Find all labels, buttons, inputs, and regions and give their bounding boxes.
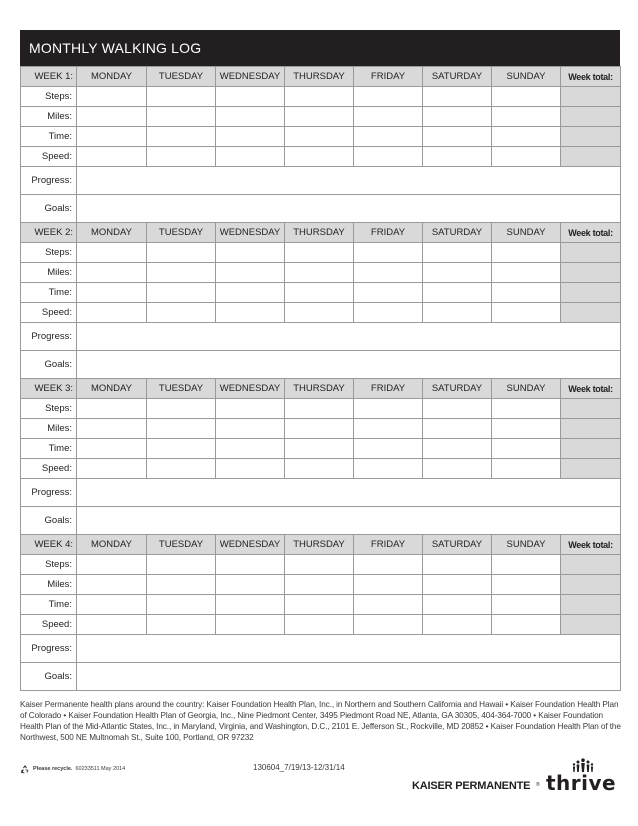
week-3-speed-tuesday-cell[interactable] [147, 459, 216, 479]
week-3-steps-monday-cell[interactable] [77, 399, 147, 419]
week-3-day-monday: MONDAY [77, 379, 147, 399]
week-1-steps-sunday-cell[interactable] [492, 87, 561, 107]
week-2-time-monday-cell[interactable] [77, 283, 147, 303]
week-3-goals-label: Goals: [21, 507, 77, 535]
week-4-steps-wednesday-cell[interactable] [216, 555, 285, 575]
week-1-speed-total-cell[interactable] [561, 147, 621, 167]
week-4-day-thursday: THURSDAY [285, 535, 354, 555]
week-4-miles-label: Miles: [21, 575, 77, 595]
page-title: MONTHLY WALKING LOG [20, 30, 620, 66]
week-3-miles-saturday-cell[interactable] [423, 419, 492, 439]
week-2-speed-thursday-cell[interactable] [285, 303, 354, 323]
week-3-day-saturday: SATURDAY [423, 379, 492, 399]
week-2-speed-saturday-cell[interactable] [423, 303, 492, 323]
week-2-speed-total-cell[interactable] [561, 303, 621, 323]
week-3-time-sunday-cell[interactable] [492, 439, 561, 459]
week-2-steps-saturday-cell[interactable] [423, 243, 492, 263]
week-2-speed-friday-cell[interactable] [354, 303, 423, 323]
week-3-header-row [21, 379, 621, 399]
week-2-speed-wednesday-cell[interactable] [216, 303, 285, 323]
week-2-steps-wednesday-cell[interactable] [216, 243, 285, 263]
week-1-speed-wednesday-cell[interactable] [216, 147, 285, 167]
week-4-miles-sunday-cell[interactable] [492, 575, 561, 595]
week-4-label: WEEK 4: [21, 535, 77, 555]
week-2-day-sunday: SUNDAY [492, 223, 561, 243]
week-2-miles-friday-cell[interactable] [354, 263, 423, 283]
week-1-day-sunday: SUNDAY [492, 67, 561, 87]
week-4-progress-label: Progress: [21, 635, 77, 663]
week-2-day-friday: FRIDAY [354, 223, 423, 243]
week-4-speed-total-cell[interactable] [561, 615, 621, 635]
week-4-miles-row [21, 575, 621, 595]
week-4-header-row [21, 535, 621, 555]
week-4-total-header: Week total: [561, 535, 621, 555]
week-3-steps-wednesday-cell[interactable] [216, 399, 285, 419]
week-3-steps-label: Steps: [21, 399, 77, 419]
week-1-progress-label: Progress: [21, 167, 77, 195]
disclaimer-text: Kaiser Permanente health plans around the country: Kaiser Foundation Health Plan, Inc., in Northern and Southern California and Hawaii • Kaiser Foundation Health Plan of Colorado • Kaiser Foundation Health Plan of Georgia, Inc., Nine Piedmont Center, 3495 Piedmont Road NE, Atlanta, GA 30305, 404-364-7000 • Kaiser Foundation Health Plan of the Mid-Atlantic States, Inc., in Maryland, Virginia, and Washington, D.C., 2101 E. Jefferson St., Rockville, MD 20852 • Kaiser Foundation Health Plan of the Northwest, 500 NE Multnomah St., Suite 100, Portland, OR 97232 [20, 700, 621, 742]
week-1-label: WEEK 1: [21, 67, 77, 87]
week-3-speed-monday-cell[interactable] [77, 459, 147, 479]
week-4-steps-tuesday-cell[interactable] [147, 555, 216, 575]
week-2-goals-label: Goals: [21, 351, 77, 379]
week-3-miles-thursday-cell[interactable] [285, 419, 354, 439]
week-1-speed-monday-cell[interactable] [77, 147, 147, 167]
week-2-steps-total-cell[interactable] [561, 243, 621, 263]
week-3-miles-wednesday-cell[interactable] [216, 419, 285, 439]
week-3-time-total-cell[interactable] [561, 439, 621, 459]
week-2-steps-row [21, 243, 621, 263]
week-3-time-saturday-cell[interactable] [423, 439, 492, 459]
week-1-goals-field[interactable] [77, 195, 621, 223]
week-2-goals-row [21, 351, 621, 379]
week-3-speed-thursday-cell[interactable] [285, 459, 354, 479]
week-1-progress-field[interactable] [77, 167, 621, 195]
week-2-miles-label: Miles: [21, 263, 77, 283]
week-4-speed-row [21, 615, 621, 635]
week-1-speed-friday-cell[interactable] [354, 147, 423, 167]
week-4-day-monday: MONDAY [77, 535, 147, 555]
week-3-day-sunday: SUNDAY [492, 379, 561, 399]
week-1-time-row [21, 127, 621, 147]
week-1-speed-sunday-cell[interactable] [492, 147, 561, 167]
recycle-notice [20, 763, 125, 775]
week-1-time-total-cell[interactable] [561, 127, 621, 147]
week-1-day-wednesday: WEDNESDAY [216, 67, 285, 87]
week-2-day-thursday: THURSDAY [285, 223, 354, 243]
week-4-speed-label: Speed: [21, 615, 77, 635]
week-4-time-row [21, 595, 621, 615]
week-4-time-wednesday-cell[interactable] [216, 595, 285, 615]
week-2-day-saturday: SATURDAY [423, 223, 492, 243]
week-4-steps-row [21, 555, 621, 575]
week-3-steps-thursday-cell[interactable] [285, 399, 354, 419]
week-3-speed-row [21, 459, 621, 479]
week-1-miles-friday-cell[interactable] [354, 107, 423, 127]
week-1-time-monday-cell[interactable] [77, 127, 147, 147]
week-4-time-sunday-cell[interactable] [492, 595, 561, 615]
week-2-time-tuesday-cell[interactable] [147, 283, 216, 303]
week-3-miles-friday-cell[interactable] [354, 419, 423, 439]
week-2-speed-monday-cell[interactable] [77, 303, 147, 323]
walking-log-table [20, 66, 621, 691]
week-2-day-tuesday: TUESDAY [147, 223, 216, 243]
week-1-miles-thursday-cell[interactable] [285, 107, 354, 127]
week-4-goals-field[interactable] [77, 663, 621, 691]
week-1-miles-sunday-cell[interactable] [492, 107, 561, 127]
week-2-steps-tuesday-cell[interactable] [147, 243, 216, 263]
week-3-speed-label: Speed: [21, 459, 77, 479]
brand-registered-mark: ® [536, 782, 540, 788]
week-1-time-friday-cell[interactable] [354, 127, 423, 147]
week-4-day-sunday: SUNDAY [492, 535, 561, 555]
week-3-time-tuesday-cell[interactable] [147, 439, 216, 459]
week-4-time-saturday-cell[interactable] [423, 595, 492, 615]
week-4-miles-tuesday-cell[interactable] [147, 575, 216, 595]
week-3-time-label: Time: [21, 439, 77, 459]
week-3-speed-total-cell[interactable] [561, 459, 621, 479]
week-3-miles-label: Miles: [21, 419, 77, 439]
week-2-steps-label: Steps: [21, 243, 77, 263]
week-1-miles-saturday-cell[interactable] [423, 107, 492, 127]
week-4-day-friday: FRIDAY [354, 535, 423, 555]
week-1-steps-row [21, 87, 621, 107]
week-4-time-thursday-cell[interactable] [285, 595, 354, 615]
week-3-day-friday: FRIDAY [354, 379, 423, 399]
week-3-speed-friday-cell[interactable] [354, 459, 423, 479]
week-2-miles-total-cell[interactable] [561, 263, 621, 283]
week-1-total-header: Week total: [561, 67, 621, 87]
week-4-steps-sunday-cell[interactable] [492, 555, 561, 575]
week-2-miles-sunday-cell[interactable] [492, 263, 561, 283]
week-3-progress-field[interactable] [77, 479, 621, 507]
week-2-time-saturday-cell[interactable] [423, 283, 492, 303]
week-2-goals-field[interactable] [77, 351, 621, 379]
week-4-day-wednesday: WEDNESDAY [216, 535, 285, 555]
week-2-speed-row [21, 303, 621, 323]
week-2-time-friday-cell[interactable] [354, 283, 423, 303]
week-4-steps-total-cell[interactable] [561, 555, 621, 575]
week-3-steps-friday-cell[interactable] [354, 399, 423, 419]
week-4-steps-thursday-cell[interactable] [285, 555, 354, 575]
week-4-goals-row [21, 663, 621, 691]
week-4-speed-wednesday-cell[interactable] [216, 615, 285, 635]
week-1-miles-tuesday-cell[interactable] [147, 107, 216, 127]
week-1-time-saturday-cell[interactable] [423, 127, 492, 147]
week-3-goals-field[interactable] [77, 507, 621, 535]
week-4-day-tuesday: TUESDAY [147, 535, 216, 555]
week-2-speed-tuesday-cell[interactable] [147, 303, 216, 323]
week-1-time-wednesday-cell[interactable] [216, 127, 285, 147]
week-1-header-row [21, 67, 621, 87]
brand-name: KAISER PERMANENTE [412, 780, 531, 792]
week-1-speed-tuesday-cell[interactable] [147, 147, 216, 167]
week-1-day-thursday: THURSDAY [285, 67, 354, 87]
week-2-steps-sunday-cell[interactable] [492, 243, 561, 263]
week-1-steps-thursday-cell[interactable] [285, 87, 354, 107]
week-2-speed-sunday-cell[interactable] [492, 303, 561, 323]
week-3-speed-saturday-cell[interactable] [423, 459, 492, 479]
week-2-header-row [21, 223, 621, 243]
week-1-miles-label: Miles: [21, 107, 77, 127]
week-1-steps-friday-cell[interactable] [354, 87, 423, 107]
week-4-speed-thursday-cell[interactable] [285, 615, 354, 635]
week-1-steps-total-cell[interactable] [561, 87, 621, 107]
week-3-speed-sunday-cell[interactable] [492, 459, 561, 479]
week-4-miles-total-cell[interactable] [561, 575, 621, 595]
week-4-progress-row [21, 635, 621, 663]
week-4-steps-label: Steps: [21, 555, 77, 575]
week-2-steps-friday-cell[interactable] [354, 243, 423, 263]
week-3-steps-total-cell[interactable] [561, 399, 621, 419]
week-3-day-thursday: THURSDAY [285, 379, 354, 399]
week-4-day-saturday: SATURDAY [423, 535, 492, 555]
week-2-time-row [21, 283, 621, 303]
week-4-goals-label: Goals: [21, 663, 77, 691]
week-1-day-saturday: SATURDAY [423, 67, 492, 87]
week-1-speed-row [21, 147, 621, 167]
week-4-speed-sunday-cell[interactable] [492, 615, 561, 635]
week-1-speed-label: Speed: [21, 147, 77, 167]
week-3-miles-sunday-cell[interactable] [492, 419, 561, 439]
week-2-total-header: Week total: [561, 223, 621, 243]
week-1-steps-saturday-cell[interactable] [423, 87, 492, 107]
week-1-steps-tuesday-cell[interactable] [147, 87, 216, 107]
week-2-steps-thursday-cell[interactable] [285, 243, 354, 263]
week-3-day-tuesday: TUESDAY [147, 379, 216, 399]
week-4-miles-thursday-cell[interactable] [285, 575, 354, 595]
week-3-steps-saturday-cell[interactable] [423, 399, 492, 419]
week-3-miles-tuesday-cell[interactable] [147, 419, 216, 439]
week-1-speed-saturday-cell[interactable] [423, 147, 492, 167]
week-1-time-sunday-cell[interactable] [492, 127, 561, 147]
week-4-steps-saturday-cell[interactable] [423, 555, 492, 575]
week-3-progress-row [21, 479, 621, 507]
week-2-miles-wednesday-cell[interactable] [216, 263, 285, 283]
week-3-day-wednesday: WEDNESDAY [216, 379, 285, 399]
week-1-time-label: Time: [21, 127, 77, 147]
week-4-time-label: Time: [21, 595, 77, 615]
brand-tagline: thrive [546, 771, 617, 795]
week-3-total-header: Week total: [561, 379, 621, 399]
week-4-miles-wednesday-cell[interactable] [216, 575, 285, 595]
week-2-label: WEEK 2: [21, 223, 77, 243]
week-3-time-friday-cell[interactable] [354, 439, 423, 459]
week-4-miles-saturday-cell[interactable] [423, 575, 492, 595]
week-3-goals-row [21, 507, 621, 535]
week-3-time-row [21, 439, 621, 459]
week-1-steps-label: Steps: [21, 87, 77, 107]
week-4-steps-monday-cell[interactable] [77, 555, 147, 575]
week-2-time-thursday-cell[interactable] [285, 283, 354, 303]
week-3-miles-total-cell[interactable] [561, 419, 621, 439]
week-1-miles-monday-cell[interactable] [77, 107, 147, 127]
week-4-time-monday-cell[interactable] [77, 595, 147, 615]
week-1-progress-row [21, 167, 621, 195]
week-4-speed-saturday-cell[interactable] [423, 615, 492, 635]
week-2-miles-saturday-cell[interactable] [423, 263, 492, 283]
recycle-label: Please recycle. [33, 766, 73, 772]
week-1-miles-wednesday-cell[interactable] [216, 107, 285, 127]
week-4-steps-friday-cell[interactable] [354, 555, 423, 575]
week-1-goals-label: Goals: [21, 195, 77, 223]
kaiser-permanente-logo [412, 758, 617, 795]
week-2-progress-label: Progress: [21, 323, 77, 351]
week-2-miles-monday-cell[interactable] [77, 263, 147, 283]
week-2-time-sunday-cell[interactable] [492, 283, 561, 303]
week-3-progress-label: Progress: [21, 479, 77, 507]
week-2-steps-monday-cell[interactable] [77, 243, 147, 263]
recycle-code: 60233511 May 2014 [75, 766, 126, 772]
week-1-steps-wednesday-cell[interactable] [216, 87, 285, 107]
week-4-speed-friday-cell[interactable] [354, 615, 423, 635]
week-2-day-wednesday: WEDNESDAY [216, 223, 285, 243]
week-4-miles-monday-cell[interactable] [77, 575, 147, 595]
week-4-time-friday-cell[interactable] [354, 595, 423, 615]
week-2-speed-label: Speed: [21, 303, 77, 323]
week-2-miles-tuesday-cell[interactable] [147, 263, 216, 283]
week-1-day-friday: FRIDAY [354, 67, 423, 87]
week-3-time-monday-cell[interactable] [77, 439, 147, 459]
week-3-miles-row [21, 419, 621, 439]
week-2-time-label: Time: [21, 283, 77, 303]
week-4-progress-field[interactable] [77, 635, 621, 663]
week-2-time-total-cell[interactable] [561, 283, 621, 303]
week-1-day-monday: MONDAY [77, 67, 147, 87]
form-code: 130604_7/19/13-12/31/14 [253, 763, 345, 772]
week-4-time-total-cell[interactable] [561, 595, 621, 615]
week-3-time-wednesday-cell[interactable] [216, 439, 285, 459]
week-3-label: WEEK 3: [21, 379, 77, 399]
week-2-progress-field[interactable] [77, 323, 621, 351]
week-4-miles-friday-cell[interactable] [354, 575, 423, 595]
week-1-time-thursday-cell[interactable] [285, 127, 354, 147]
week-3-steps-sunday-cell[interactable] [492, 399, 561, 419]
week-2-progress-row [21, 323, 621, 351]
week-4-speed-tuesday-cell[interactable] [147, 615, 216, 635]
week-1-speed-thursday-cell[interactable] [285, 147, 354, 167]
week-2-miles-thursday-cell[interactable] [285, 263, 354, 283]
week-2-time-wednesday-cell[interactable] [216, 283, 285, 303]
week-4-speed-monday-cell[interactable] [77, 615, 147, 635]
week-1-miles-row [21, 107, 621, 127]
week-1-steps-monday-cell[interactable] [77, 87, 147, 107]
week-3-time-thursday-cell[interactable] [285, 439, 354, 459]
week-1-miles-total-cell[interactable] [561, 107, 621, 127]
week-3-steps-tuesday-cell[interactable] [147, 399, 216, 419]
week-1-time-tuesday-cell[interactable] [147, 127, 216, 147]
week-3-steps-row [21, 399, 621, 419]
week-3-miles-monday-cell[interactable] [77, 419, 147, 439]
week-2-miles-row [21, 263, 621, 283]
week-1-goals-row [21, 195, 621, 223]
week-3-speed-wednesday-cell[interactable] [216, 459, 285, 479]
week-1-day-tuesday: TUESDAY [147, 67, 216, 87]
recycle-icon [20, 764, 30, 774]
week-2-day-monday: MONDAY [77, 223, 147, 243]
week-4-time-tuesday-cell[interactable] [147, 595, 216, 615]
